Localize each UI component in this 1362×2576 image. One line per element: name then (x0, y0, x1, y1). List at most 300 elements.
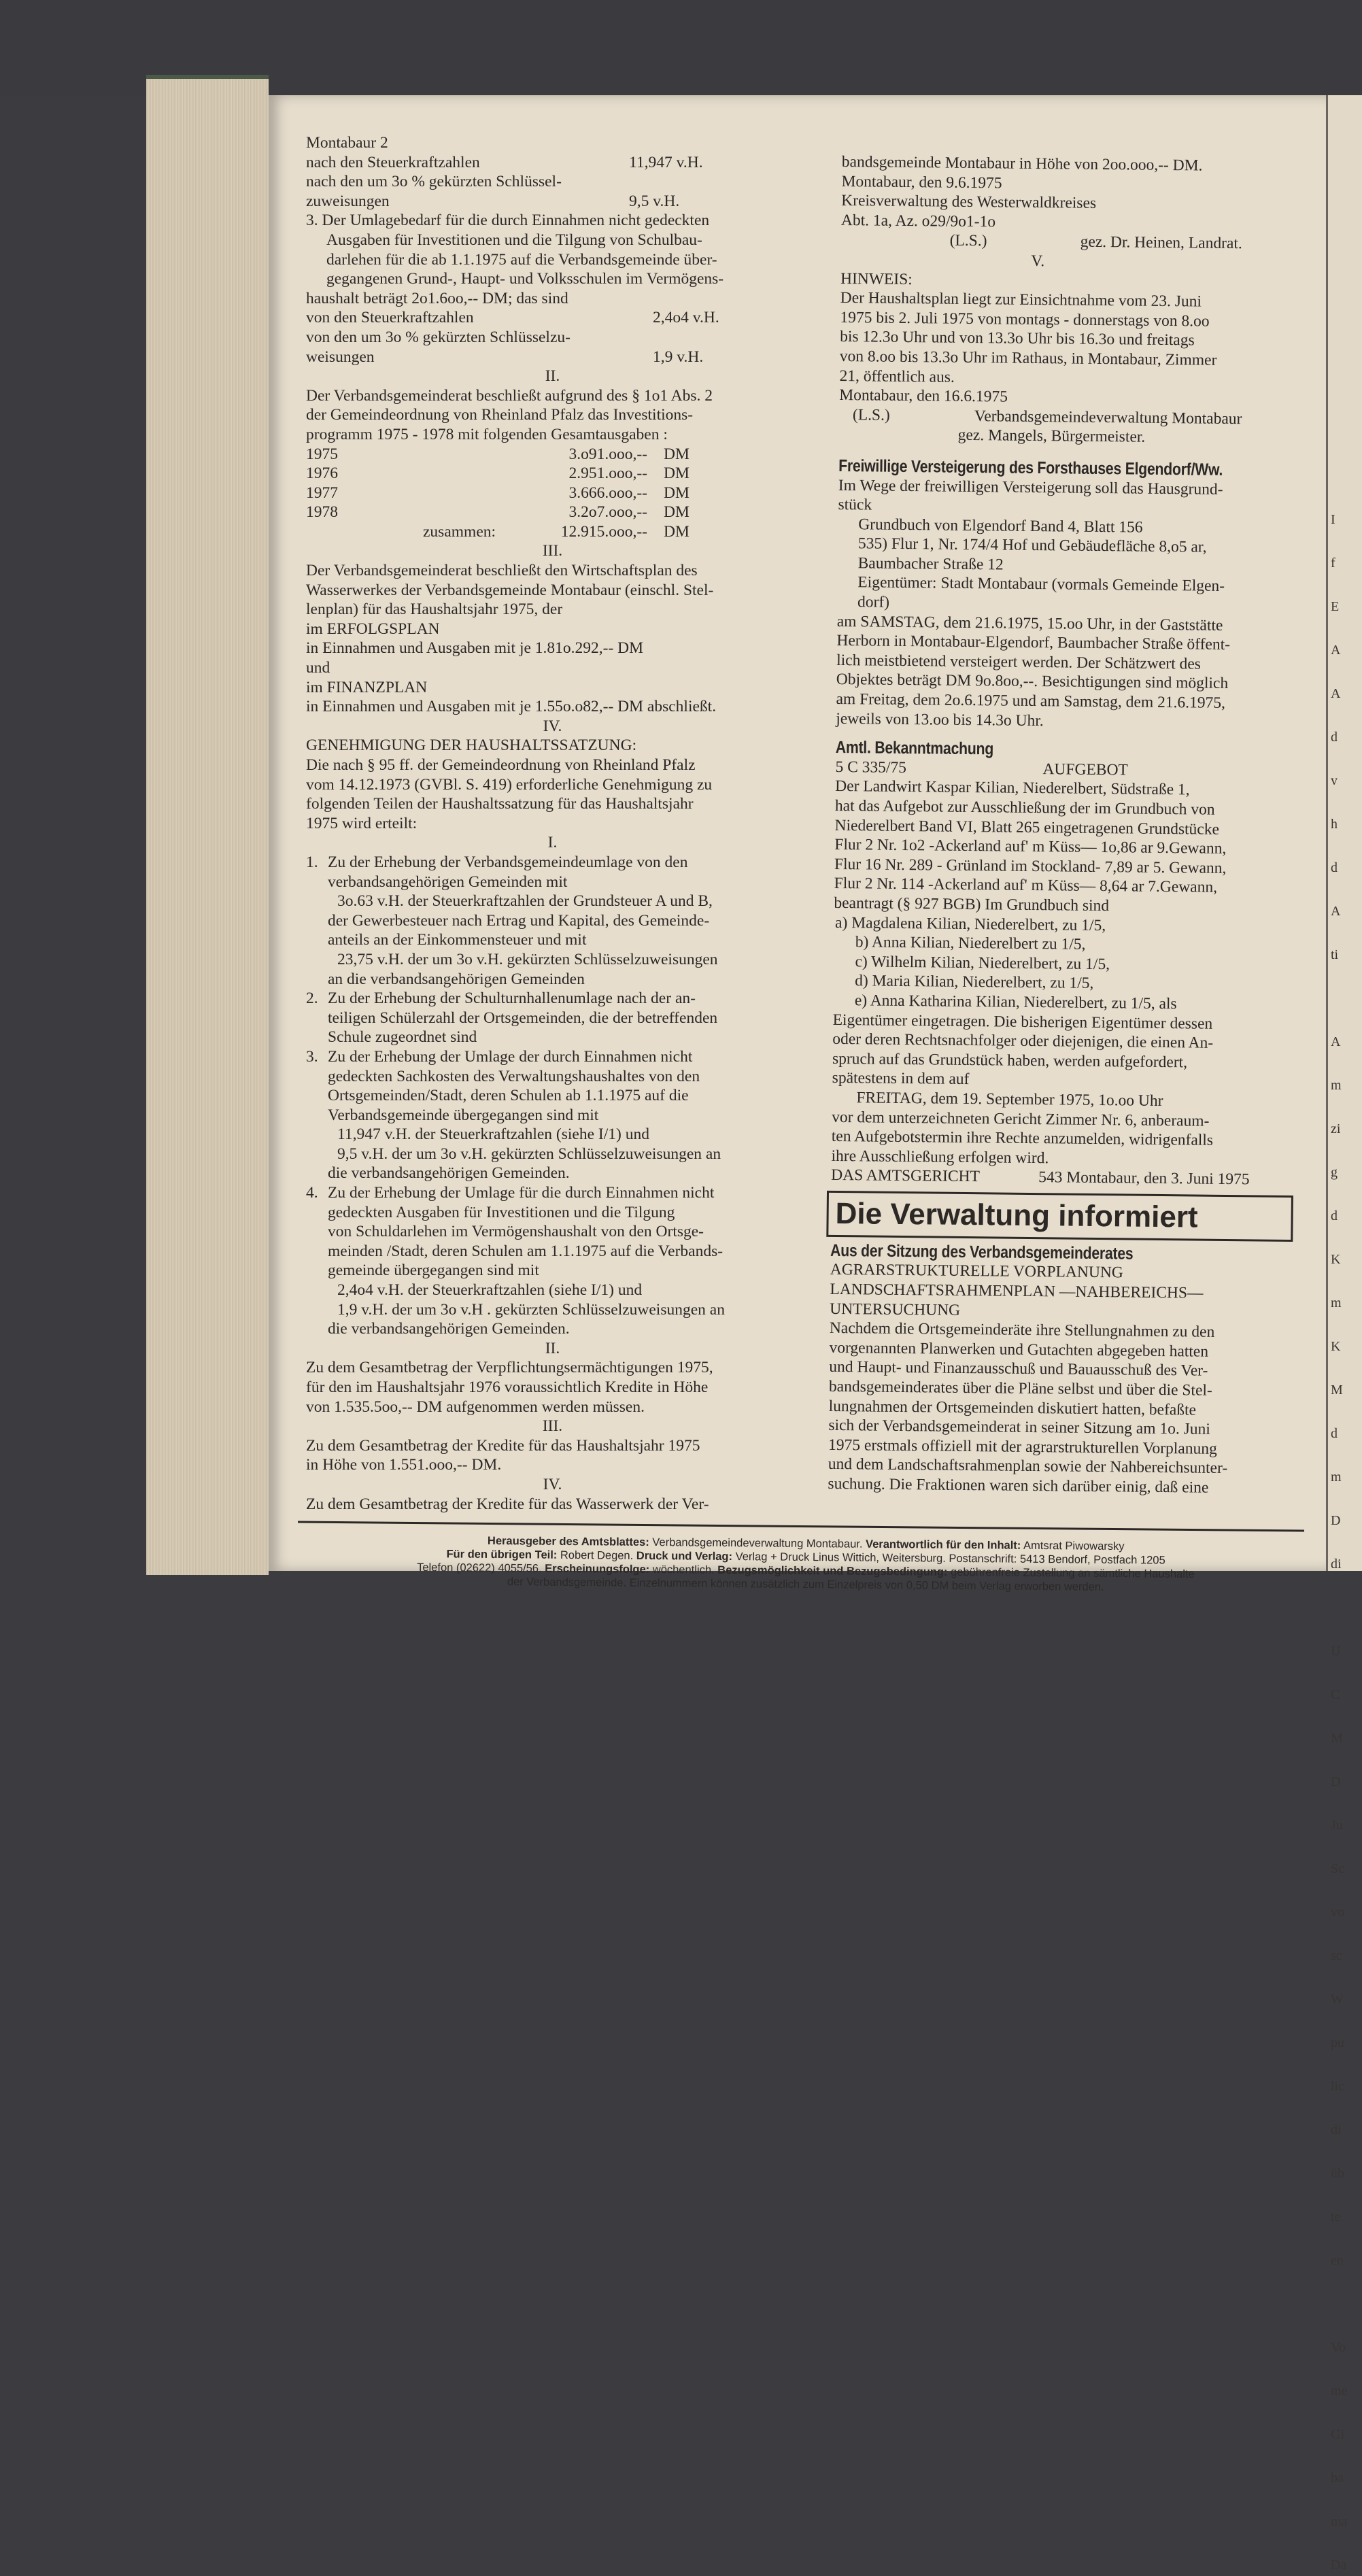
edge-letter (1328, 1706, 1362, 1727)
row-label: zuweisungen (306, 192, 390, 210)
edge-letter (1328, 2445, 1362, 2467)
row-label: von den um 3o % gekürzten Schlüsselzu- (306, 328, 571, 346)
edge-letter (1328, 987, 1362, 1009)
value-row (306, 328, 799, 348)
row-label: von den Steuerkraftzahlen (306, 309, 474, 327)
text-line: Eigentümer eingetragen. Die bisherigen Eigentümer dessen (832, 1011, 1213, 1033)
text-line: 1975 wird erteilt: (306, 814, 418, 832)
edge-letter: zi (1331, 1121, 1341, 1136)
text-line: am Freitag, dem 2o.6.1975 und am Samstag, dem 21.6.1975, (836, 690, 1226, 712)
item-line: die verbandsangehörigen Gemeinden. (328, 1320, 570, 1338)
paragraph-3-values (306, 289, 799, 367)
item-line: Verbandsgemeinde übergegangen sind mit (328, 1106, 599, 1124)
text-line: und Haupt- und Finanzausschuß und Bauausschuß des Ver- (829, 1358, 1208, 1380)
value-row (306, 308, 799, 328)
haushalt-continuation (841, 152, 1304, 235)
program-currency: DM (664, 445, 689, 463)
edge-letter (1328, 2402, 1362, 2424)
text-line: in Einnahmen und Ausgaben mit je 1.81o.292,-- DM (306, 639, 644, 658)
item-line: 23,75 v.H. der um 3o v.H. gekürzten Schlüsselzuweisungen (337, 950, 718, 968)
edge-letter: C (1331, 1687, 1340, 1702)
total-amount: 12.915.ooo,-- (560, 522, 647, 541)
genehmigung-iii-text (306, 1436, 799, 1475)
edge-letter (1328, 574, 1362, 596)
edge-letter (1328, 422, 1362, 443)
program-amount: 3.2o7.ooo,-- (568, 503, 647, 522)
imprint-text: der Verbandsgemeinde. Einzelnummern können zusätzlich zum Einzelpreis von 0,50 DM beim Verlag erworben werden. (507, 1576, 1104, 1593)
row-value: 11,947 v.H. (629, 153, 703, 171)
edge-letter (1328, 1357, 1362, 1379)
edge-letter (1328, 117, 1362, 139)
edge-letter (1328, 748, 1362, 770)
edge-letter: A (1331, 686, 1341, 701)
text-line: hat das Aufgebot zur Ausschließung der im Grundbuch von (834, 796, 1215, 819)
agenda-caps (830, 1260, 1293, 1323)
program-currency: DM (664, 464, 689, 483)
text-line: Ausgaben für Investitionen und die Tilgung von Schulbau- (326, 231, 702, 249)
text-line: oder deren Rechtsnachfolger oder diejenigen, die einen An- (832, 1030, 1214, 1052)
row-value: 2,4o4 v.H. (653, 309, 719, 327)
item-number: 4. (306, 1184, 318, 1202)
edge-letter (1328, 1314, 1362, 1336)
item-line: gemeinde übergegangen sind mit (328, 1261, 539, 1280)
edge-letter (1328, 95, 1362, 117)
edge-letter (1328, 922, 1362, 944)
text-line: suchung. Die Fraktionen waren sich darüber einig, daß eine (828, 1474, 1209, 1497)
program-currency: DM (664, 484, 689, 502)
text-line: programm 1975 - 1978 mit folgenden Gesamtausgaben : (306, 425, 668, 443)
edge-letter (1328, 1749, 1362, 1771)
genehmigung-item (306, 853, 799, 989)
row-label: nach den Steuerkraftzahlen (306, 153, 480, 171)
edge-letter (1328, 1531, 1362, 1553)
text-line: vor dem unterzeichneten Gericht Zimmer Nr. 6, anberaum- (832, 1108, 1210, 1130)
text-line: c) Wilhelm Kilian, Niederelbert, zu 1/5, (855, 953, 1110, 973)
text-line: jeweils von 13.oo bis 14.3o Uhr. (836, 709, 1044, 730)
imprint-text: Amtsrat Piwowarsky (1023, 1539, 1125, 1553)
text-line: Grundbuch von Elgendorf Band 4, Blatt 156 (858, 515, 1143, 537)
text-line: Zu dem Gesamtbetrag der Verpflichtungsermächtigungen 1975, (306, 1359, 713, 1377)
edge-letter: h (1331, 817, 1338, 832)
text-line: vorgenannten Planwerken und Gutachten abgegeben hatten (829, 1338, 1209, 1361)
edge-letter: d (1331, 730, 1338, 745)
edge-letter (1328, 248, 1362, 269)
value-row (306, 289, 799, 309)
total-label: zusammen: (423, 522, 496, 541)
text-line: LANDSCHAFTSRAHMENPLAN —NAHBEREICHS— (830, 1280, 1204, 1302)
text-line: HINWEIS: (840, 269, 913, 288)
item-number: 1. (306, 853, 318, 871)
section-heading-v: V. (1031, 252, 1045, 271)
edge-letter (1328, 705, 1362, 726)
edge-letter: Sc (1331, 1861, 1344, 1876)
court-signature (831, 1166, 1293, 1190)
text-line: ihre Ausschließung erfolgen wird. (831, 1147, 1049, 1167)
edge-letter: d (1331, 1208, 1338, 1223)
edge-letter (1328, 966, 1362, 987)
text-line: 1975 erstmals offiziell mit der agrarstrukturellen Vorplanung (828, 1436, 1217, 1458)
text-line: bis 12.3o Uhr und von 13.3o Uhr bis 16.3o und freitags (840, 328, 1195, 350)
intro-block (306, 133, 799, 211)
edge-letter: K (1331, 1339, 1341, 1354)
edge-letter (1328, 204, 1362, 226)
text-line: Flur 2 Nr. 114 -Ackerland auf' m Küss— 8,64 ar 7.Gewann, (834, 875, 1218, 897)
edge-letter: lic (1331, 2079, 1344, 2094)
edge-letter: E (1331, 599, 1340, 614)
program-year: 1977 (306, 484, 338, 502)
edge-letter (1328, 160, 1362, 182)
item-line: 9,5 v.H. der um 3o v.H. gekürzten Schlüsselzuweisungen an (337, 1145, 721, 1163)
edge-letter (1328, 661, 1362, 683)
text-line: GENEHMIGUNG DER HAUSHALTSSATZUNG: (306, 736, 637, 755)
edge-letter (1328, 1575, 1362, 1597)
imprint-label: Herausgeber des Amtsblattes: (487, 1534, 649, 1548)
next-page-edge (1326, 95, 1362, 2573)
edge-letter (1328, 617, 1362, 639)
edge-letter (1328, 291, 1362, 313)
edge-letter (1328, 1880, 1362, 1901)
imprint-text: gebührenfreie Zustellung an sämtliche Haushalte (950, 1565, 1195, 1580)
edge-letter (1328, 378, 1362, 400)
edge-letter: üb (1331, 2166, 1344, 2181)
edge-letter (1328, 2228, 1362, 2250)
aufgebot-text-3 (831, 1107, 1294, 1170)
edge-letter (1328, 1967, 1362, 1988)
imprint-text: wöchentlich. (652, 1563, 715, 1576)
row-label: weisungen (306, 348, 375, 366)
heading-versteigerung: Freiwillige Versteigerung des Forsthauses Elgendorf/Ww. (838, 456, 1223, 479)
edge-letter: vo (1331, 1905, 1344, 1920)
item-line: teiligen Schülerzahl der Ortsgemeinden, die der betreffenden (328, 1009, 718, 1027)
total-currency: DM (664, 522, 689, 541)
program-year: 1978 (306, 503, 338, 522)
edge-letter (1328, 269, 1362, 291)
program-row (306, 464, 799, 484)
edge-letter: d (1331, 860, 1338, 875)
value-row (306, 348, 799, 367)
item-line: an die verbandsangehörigen Gemeinden (328, 970, 585, 988)
text-line: Kreisverwaltung des Westerwaldkreises (841, 192, 1097, 213)
edge-letter (1328, 2054, 1362, 2075)
text-line: der Gemeindeordnung von Rheinland Pfalz das Investitions- (306, 406, 694, 424)
item-line: Zu der Erhebung der Umlage der durch Einnahmen nicht (328, 1047, 693, 1066)
text-line: spätestens in dem auf (832, 1069, 970, 1089)
text-line: spruch auf das Grundstück haben, werden aufgefordert, (832, 1049, 1188, 1072)
edge-letter (1328, 2184, 1362, 2206)
text-line: und dem Landschaftsrahmenplan sowie der Nahbereichsunter- (828, 1455, 1228, 1478)
edge-letter: K (1331, 1252, 1341, 1267)
investment-program-table (306, 445, 799, 522)
edge-letter: en (1331, 2253, 1344, 2268)
edge-letter (1328, 2010, 1362, 2032)
heirs-list (833, 913, 1296, 1015)
text-line: Nachdem die Ortsgemeinderäte ihre Stellungnahmen zu den (829, 1319, 1215, 1342)
edge-letter (1328, 1096, 1362, 1118)
banner-verwaltung-informiert: Die Verwaltung informiert (826, 1191, 1293, 1242)
item-line: von Schuldarlehen im Vermögenshaushalt von den Ortsge- (328, 1223, 704, 1241)
text-line: Abt. 1a, Az. o29/9o1-1o (840, 211, 996, 231)
text-line: Eigentümer: Stadt Montabaur (vormals Gemeinde Elgen- (857, 573, 1225, 596)
text-line: UNTERSUCHUNG (830, 1300, 961, 1319)
heading-sitzung: Aus der Sitzung des Verbandsgemeinderates (830, 1240, 1134, 1264)
court-name: DAS AMTSGERICHT (831, 1166, 981, 1186)
text-line: Montabaur, den 9.6.1975 (841, 172, 1002, 192)
edge-letter (1328, 1009, 1362, 1031)
item-line: Zu der Erhebung der Verbandsgemeindeumlage von den (328, 853, 688, 871)
text-line: Der Haushaltsplan liegt zur Einsichtnahme vom 23. Juni (840, 289, 1202, 311)
edge-letter: M (1331, 1383, 1343, 1397)
section-heading-iv: IV. (543, 717, 562, 735)
edge-letter (1328, 487, 1362, 509)
item-line: anteils an der Einkommensteuer und mit (328, 931, 587, 949)
text-line: darlehen für die ab 1.1.1975 auf die Verbandsgemeinde über- (326, 250, 717, 269)
section-heading-ii: II. (545, 367, 560, 386)
item-line: 2,4o4 v.H. der Steuerkraftzahlen (siehe I/1) und (337, 1281, 643, 1300)
text-line: und (306, 659, 330, 677)
edge-letter (1328, 2532, 1362, 2554)
edge-letter: di (1331, 2122, 1342, 2137)
item-line: Zu der Erhebung der Schulturnhallenumlage nach der an- (328, 989, 696, 1008)
text-line: stück (838, 496, 872, 514)
edge-letter: D (1331, 1774, 1341, 1789)
edge-letter: d (1331, 1426, 1338, 1441)
item-line: Schule zugeordnet sind (328, 1028, 477, 1047)
book-page-stack (146, 75, 269, 1575)
value-row (306, 172, 799, 192)
edge-letter: ma (1331, 2514, 1348, 2529)
genehmigung-item (306, 1183, 799, 1339)
edge-letter: Ju (1331, 1818, 1343, 1833)
text-line: b) Anna Kilian, Niederelbert zu 1/5, (855, 933, 1086, 953)
text-line: 535) Flur 1, Nr. 174/4 Hof und Gebäudefläche 8,o5 ar, (857, 535, 1207, 556)
program-amount: 2.951.ooo,-- (568, 464, 647, 483)
item-line: der Gewerbesteuer nach Ertrag und Kapital, des Gemeinde- (328, 911, 710, 930)
text-line: Flur 2 Nr. 1o2 -Ackerland auf' m Küss— 1o,86 ar 9.Gewann, (834, 836, 1227, 858)
edge-letter (1328, 226, 1362, 248)
versteigerung-details (836, 612, 1299, 734)
text-line: AGRARSTRUKTURELLE VORPLANUNG (830, 1261, 1123, 1282)
edge-letter (1328, 1836, 1362, 1858)
edge-letter (1328, 1597, 1362, 1619)
right-column (828, 152, 1304, 1499)
program-amount: 3.666.ooo,-- (568, 484, 647, 502)
edge-letter (1328, 2315, 1362, 2337)
text-line: im FINANZPLAN (306, 678, 428, 696)
sitzung-text (828, 1319, 1292, 1498)
edge-letter: I (1331, 512, 1335, 527)
genehmigung-ii-text (306, 1358, 799, 1417)
genehmigung-text (306, 736, 799, 833)
edge-letter: Gi (1331, 2427, 1344, 2442)
case-number: 5 C 335/75 (835, 758, 907, 777)
text-line: Zu dem Gesamtbetrag der Kredite für das Wasserwerk der Ver- (306, 1495, 709, 1513)
edge-letter (1328, 335, 1362, 356)
item-line: gedeckten Ausgaben für Investitionen und die Tilgung (328, 1203, 675, 1221)
program-year: 1976 (306, 464, 338, 483)
text-line: Im Wege der freiwilligen Versteigerung soll das Hausgrund- (838, 476, 1223, 498)
edge-letter: me (1331, 2384, 1348, 2399)
text-line: von 1.535.5oo,-- DM aufgenommen werden müssen. (306, 1397, 645, 1416)
edge-letter (1328, 356, 1362, 378)
text-line: von 8.oo bis 13.3o Uhr im Rathaus, in Montabaur, Zimmer (839, 347, 1217, 369)
genehmigung-heading-iv: IV. (543, 1475, 562, 1493)
row-label: haushalt beträgt 2o1.6oo,-- DM; das sind (306, 289, 568, 307)
text-line: sich der Verbandsgemeinderat in seiner Sitzung am 1o. Juni (828, 1417, 1210, 1438)
text-line: im ERFOLGSPLAN (306, 620, 440, 638)
text-line: am SAMSTAG, dem 21.6.1975, 15.oo Uhr, in der Gaststätte (836, 612, 1223, 634)
text-line: d) Maria Kilian, Niederelbert, zu 1/5, (855, 972, 1094, 993)
versteigerung-property (837, 515, 1300, 617)
imprint-label: Druck und Verlag: (636, 1549, 733, 1563)
imprint (306, 1533, 1306, 1596)
text-line: folgenden Teilen der Haushaltssatzung für das Haushaltsjahr (306, 795, 694, 813)
text-line: 1975 bis 2. Juli 1975 von montags - donnerstags von 8.oo (840, 308, 1210, 331)
edge-letter: f (1331, 556, 1335, 571)
text-line: lenplan) für das Haushaltsjahr 1975, der (306, 600, 563, 619)
genehmigung-iv-text (306, 1495, 799, 1514)
edge-letter: Vo (1331, 2340, 1346, 2355)
item-line: 1,9 v.H. der um 3o v.H . gekürzten Schlüsselzuweisungen an (337, 1300, 725, 1319)
edge-letter (1328, 2358, 1362, 2380)
edge-letter: Da (1331, 2558, 1347, 2573)
item-line: verbandsangehörigen Gemeinden mit (328, 872, 568, 891)
text-line: Wasserwerkes der Verbandsgemeinde Montabaur (einschl. Stel- (306, 581, 714, 599)
edge-letter (1328, 1053, 1362, 1074)
text-line: lich meistbietend versteigert werden. Der Schätzwert des (836, 651, 1202, 673)
text-line: vom 14.12.1973 (GVBl. S. 419) erforderliche Genehmigung zu (306, 775, 713, 794)
text-line: Der Verbandsgemeinderat beschließt den Wirtschaftsplan des (306, 562, 698, 580)
edge-letter: te (1331, 2209, 1341, 2224)
seal-label: (L.S.) (949, 232, 987, 250)
item-number: 2. (306, 989, 318, 1008)
hinweis-block (839, 269, 1303, 410)
text-line: Zu dem Gesamtbetrag der Kredite für das Haushaltsjahr 1975 (306, 1436, 700, 1455)
program-row (306, 484, 799, 503)
edge-letter (1328, 1619, 1362, 1640)
edge-letter (1328, 530, 1362, 552)
edge-letter (1328, 1662, 1362, 1684)
genehmigung-items (306, 853, 799, 1339)
genehmigung-item (306, 989, 799, 1047)
text-line: beantragt (§ 927 BGB) Im Grundbuch sind (834, 894, 1110, 915)
edge-letter (1328, 879, 1362, 900)
item-number: 3. (306, 1047, 318, 1066)
item-line: 3o.63 v.H. der Steuerkraftzahlen der Grundsteuer A und B, (337, 892, 713, 911)
edge-letter: ba (1331, 2471, 1344, 2486)
imprint-label: Verantwortlich für den Inhalt: (865, 1538, 1021, 1552)
edge-letter (1328, 1444, 1362, 1466)
edge-letter (1328, 465, 1362, 487)
court-place-date: 543 Montabaur, den 3. Juni 1975 (1038, 1168, 1250, 1189)
edge-letter (1328, 2141, 1362, 2163)
program-row (306, 503, 799, 522)
edge-letter (1328, 792, 1362, 813)
edge-letter (1328, 2271, 1362, 2293)
item-line: gedeckten Sachkosten des Verwaltungshaushaltes von den (328, 1067, 700, 1085)
text-line: Montabaur, den 16.6.1975 (839, 386, 1008, 406)
text-line: dorf) (857, 593, 890, 611)
case-title: AUFGEBOT (1042, 760, 1128, 779)
edge-letter (1328, 443, 1362, 465)
item-line: 11,947 v.H. der Steuerkraftzahlen (siehe I/1) und (337, 1125, 649, 1144)
edge-letter (1328, 139, 1362, 160)
aufgebot-date: FREITAG, dem 19. September 1975, 1o.oo Uhr (856, 1089, 1163, 1110)
signatory-landrat: gez. Dr. Heinen, Landrat. (1080, 233, 1242, 253)
edge-letter (1328, 2293, 1362, 2315)
edge-letter: pu (1331, 2035, 1344, 2050)
heading-amtl-bekanntmachung: Amtl. Bekanntmachung (835, 738, 994, 759)
edge-letter (1328, 835, 1362, 857)
genehmigung-item (306, 1047, 799, 1183)
imprint-label: Bezugsmöglichkeit und Bezugsbedingung: (717, 1563, 948, 1578)
edge-letter (1328, 182, 1362, 204)
edge-letter: ti (1331, 947, 1339, 962)
edge-letter: m (1331, 1295, 1342, 1310)
item-line: Zu der Erhebung der Umlage für die durch Einnahmen nicht (328, 1184, 715, 1202)
imprint-text: Verbandsgemeindeverwaltung Montabaur. (652, 1536, 863, 1550)
edge-letter: sc (1331, 1948, 1342, 1963)
left-column (306, 133, 799, 1514)
row-value: 9,5 v.H. (629, 192, 680, 210)
text-line: Flur 16 Nr. 289 - Grünland im Stockland- 7,89 ar 5. Gewann, (834, 855, 1227, 877)
edge-letter (1328, 1270, 1362, 1292)
aufgebot-text (834, 777, 1297, 917)
item-line: meinden /Stadt, deren Schulen am 1.1.1975 auf die Verbands- (328, 1242, 723, 1260)
edge-letter: A (1331, 1034, 1341, 1049)
text-line: für den im Haushaltsjahr 1976 voraussichtlich Kredite in Höhe (306, 1378, 709, 1396)
imprint-text: Verlag + Druck Linus Wittich, Weitersburg. Postanschrift: 5413 Bendorf, Postfach 1205 (735, 1550, 1165, 1567)
genehmigung-heading-iii: III. (542, 1417, 563, 1436)
row-value: 1,9 v.H. (653, 348, 704, 366)
imprint-label: Erscheinungsfolge: (545, 1562, 650, 1576)
text-line: Die nach § 95 ff. der Gemeindeordnung von Rheinland Pfalz (306, 756, 696, 774)
edge-letter: m (1331, 1470, 1342, 1485)
aufgebot-text-2 (832, 1010, 1295, 1092)
program-year: 1975 (306, 445, 338, 463)
text-line: in Einnahmen und Ausgaben mit je 1.55o.o82,-- DM abschließt. (306, 698, 717, 716)
text-line: Herborn in Montabaur-Elgendorf, Baumbacher Straße öffent- (836, 632, 1231, 654)
text-line: a) Magdalena Kilian, Niederelbert, zu 1/5, (835, 913, 1106, 934)
item-line: Ortsgemeinden/Stadt, deren Schulen ab 1.1.1975 auf die (328, 1087, 689, 1105)
imprint-text: Telefon (02622) 4055/56. (417, 1561, 542, 1575)
edge-letter: A (1331, 643, 1341, 658)
genehmigung-heading-i: I. (547, 834, 558, 852)
section-iii-text (306, 561, 799, 717)
text-line: Der Verbandsgemeinderat beschließt aufgrund des § 1o1 Abs. 2 (306, 386, 713, 405)
edge-letter (1328, 1793, 1362, 1814)
edge-letter (1328, 400, 1362, 422)
value-row (306, 133, 799, 153)
paragraph-3 (306, 211, 799, 288)
edge-letter: D (1331, 1513, 1341, 1528)
text-line: bandsgemeinde Montabaur in Höhe von 2oo.ooo,-- DM. (841, 152, 1203, 175)
edge-letter: A (1331, 904, 1341, 919)
text-line: Baumbacher Straße 12 (857, 554, 1004, 574)
edge-letter: g (1331, 1165, 1338, 1180)
program-total-row (306, 522, 799, 542)
edge-letter (1328, 313, 1362, 335)
text-line: lungnahmen der Ortsgemeinden diskutiert hatten, befaßte (828, 1397, 1197, 1419)
section-heading-iii: III. (542, 542, 563, 560)
versteigerung-intro (838, 475, 1301, 519)
item-line: die verbandsangehörigen Gemeinden. (328, 1164, 570, 1183)
seal-label-2: (L.S.) (852, 405, 890, 424)
edge-letter (1328, 1401, 1362, 1423)
imprint-text: Robert Degen. (560, 1548, 634, 1562)
program-row (306, 445, 799, 464)
edge-letter: m (1331, 1078, 1342, 1093)
edge-letter (1328, 2097, 1362, 2119)
